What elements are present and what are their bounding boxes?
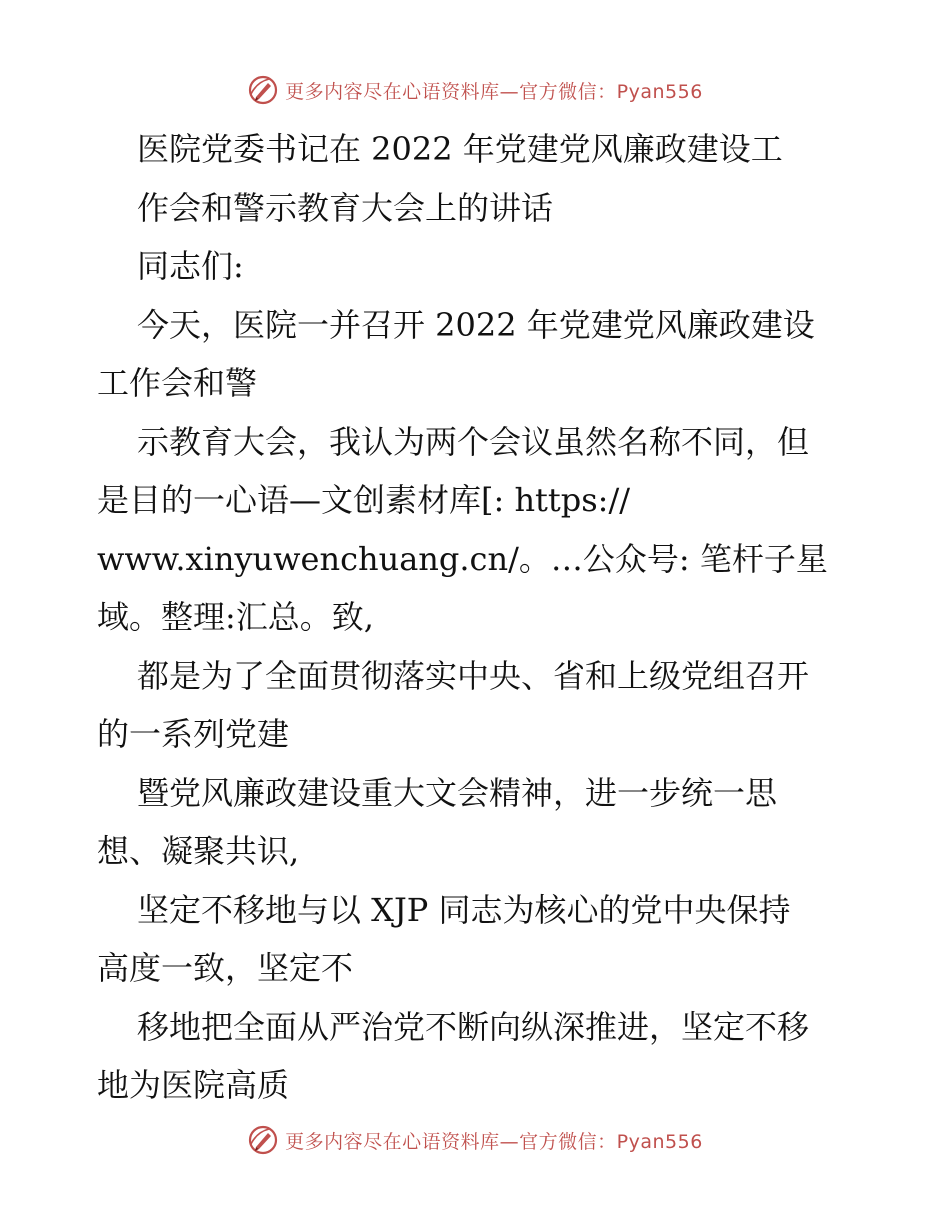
pen-emblem-icon [247,74,279,106]
text-line: 都是为了全面贯彻落实中央、省和上级党组召开 [137,656,810,695]
banner-text: 更多内容尽在心语资料库—官方微信：Pyan556 [285,1130,703,1153]
text-line: 工作会和警 [97,364,258,402]
header-banner [0,70,950,110]
text-line: 高度一致，坚定不 [97,949,354,987]
text-line: www.xinyuwenchuang.cn/。…公众号: 笔杆子星 [97,539,828,578]
text-line: 地为医院高质 [97,1066,290,1104]
text-line: 医院党委书记在 2022 年党建党风廉政建设工 [137,130,783,168]
text-line: 暨党风廉政建设重大文会精神，进一步统一思 [137,773,778,812]
text-line: 同志们: [137,247,244,285]
text-line: 作会和警示教育大会上的讲话 [137,188,554,227]
pen-emblem-icon [247,1124,279,1156]
text-line: 移地把全面从严治党不断向纵深推进，坚定不移 [137,1007,810,1046]
banner-text: 更多内容尽在心语资料库—官方微信：Pyan556 [285,80,703,103]
document-body [97,120,857,1115]
text-line: 域。整理:汇总。致, [97,598,374,636]
text-line: 坚定不移地与以 XJP 同志为核心的党中央保持 [137,890,791,929]
text-line: 今天，医院一并召开 2022 年党建党风廉政建设 [137,305,815,344]
text-line: 是目的一心语—文创素材库[: https:// [97,481,631,519]
text-line: 想、凝聚共识, [97,832,300,870]
text-line: 的一系列党建 [97,715,290,753]
footer-banner [0,1120,950,1160]
text-line: 示教育大会，我认为两个会议虽然名称不同，但 [137,422,810,461]
